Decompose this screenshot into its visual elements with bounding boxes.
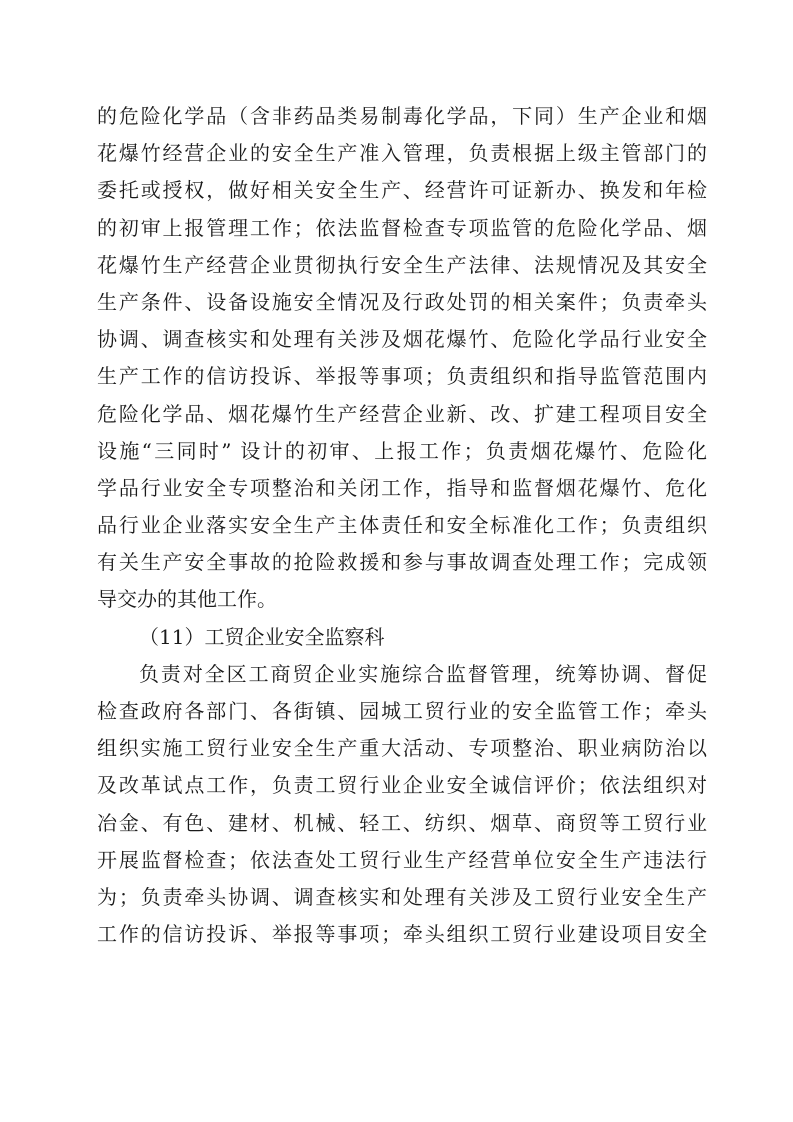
text-line: 危险化学品、烟花爆竹生产经营企业新、改、扩建工程项目安全 [97, 401, 707, 426]
text-line: 开展监督检查；依法查处工贸行业生产经营单位安全生产违法行 [97, 847, 707, 872]
text-line: 学品行业安全专项整治和关闭工作，指导和监督烟花爆竹、危化 [97, 475, 707, 500]
text-line: 花爆竹生产经营企业贯彻执行安全生产法律、法规情况及其安全 [97, 252, 707, 277]
text-line: 的初审上报管理工作；依法监督检查专项监管的危险化学品、烟 [97, 215, 707, 240]
text-line: 花爆竹经营企业的安全生产准入管理，负责根据上级主管部门的 [97, 141, 707, 166]
text-line: 设施“三同时” 设计的初审、上报工作；负责烟花爆竹、危险化 [97, 438, 707, 463]
text-line: 生产工作的信访投诉、举报等事项；负责组织和指导监管范围内 [97, 364, 707, 389]
section-heading: （11）工贸企业安全监察科 [139, 624, 385, 649]
text-line: 组织实施工贸行业安全生产重大活动、专项整治、职业病防治以 [97, 736, 707, 761]
text-line: 工作的信访投诉、举报等事项；牵头组织工贸行业建设项目安全 [97, 922, 707, 947]
text-line: 及改革试点工作，负责工贸行业企业安全诚信评价；依法组织对 [97, 773, 707, 798]
text-line: 检查政府各部门、各街镇、园城工贸行业的安全监管工作；牵头 [97, 699, 707, 723]
text-line: 为；负责牵头协调、调查核实和处理有关涉及工贸行业安全生产 [97, 884, 707, 909]
text-line: 的危险化学品（含非药品类易制毒化学品，下同）生产企业和烟 [97, 104, 707, 128]
text-line: 负责对全区工商贸企业实施综合监督管理，统筹协调、督促 [139, 661, 707, 686]
text-line: 委托或授权，做好相关安全生产、经营许可证新办、换发和年检 [97, 178, 707, 203]
text-line: 冶金、有色、建材、机械、轻工、纺织、烟草、商贸等工贸行业 [97, 810, 707, 835]
text-line: 导交办的其他工作。 [97, 587, 277, 612]
text-line: 有关生产安全事故的抢险救援和参与事故调查处理工作；完成领 [97, 550, 707, 575]
text-line: 生产条件、设备设施安全情况及行政处罚的相关案件；负责牵头 [97, 289, 707, 314]
text-line: 品行业企业落实安全生产主体责任和安全标准化工作；负责组织 [97, 513, 707, 538]
text-line: 协调、调查核实和处理有关涉及烟花爆竹、危险化学品行业安全 [97, 327, 707, 352]
paragraph-industry-trade-safety [97, 656, 707, 954]
document-body [97, 98, 707, 953]
paragraph-hazardous-chemicals [97, 98, 707, 619]
